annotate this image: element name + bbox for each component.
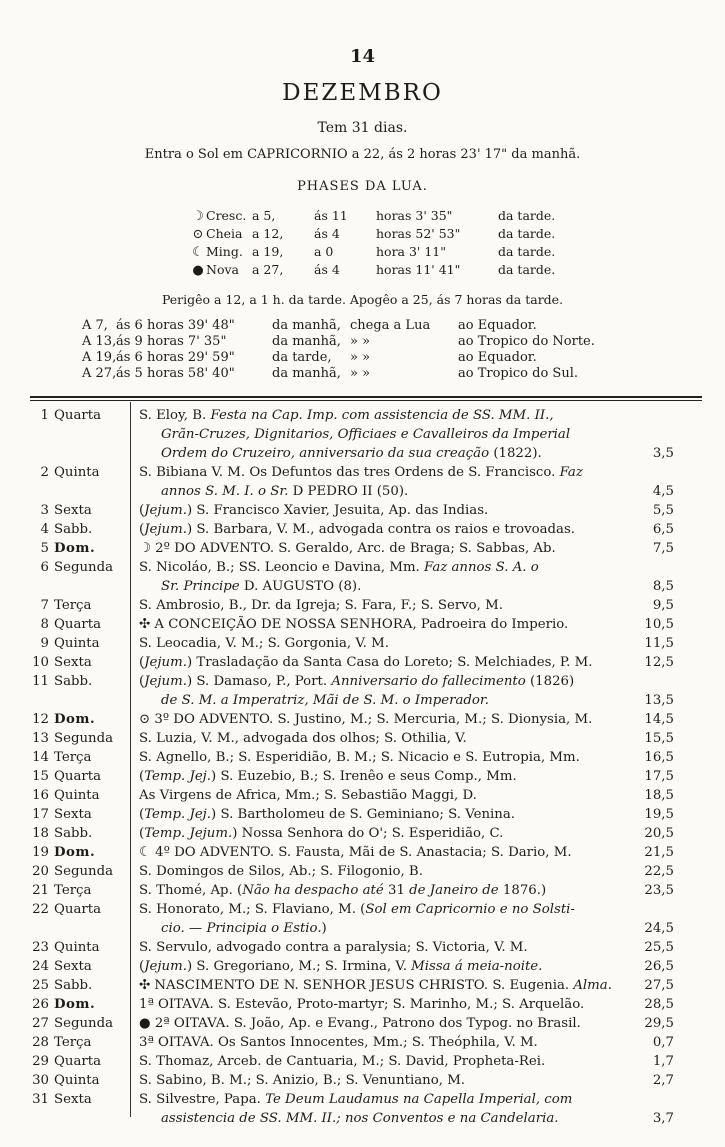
weekday: Sexta <box>54 655 92 670</box>
tide-number: 4,5 <box>652 484 674 499</box>
text-line: S. Bibiana V. M. Os Defuntos das tres Ordens de S. Francisco. Faz <box>139 465 583 480</box>
weekday: Segunda <box>54 864 114 879</box>
moon-phases-title: PHASES DA LUA. <box>297 179 428 194</box>
day-number: 5 <box>40 541 49 556</box>
weekday: Quarta <box>54 769 102 784</box>
weekday: Quarta <box>54 408 102 423</box>
transit-event: » » <box>350 334 371 349</box>
weekday: Segunda <box>54 1016 114 1031</box>
sun-entry-note: Entra o Sol em CAPRICORNIO a 22, ás 2 horas 23' 17" da manhã. <box>144 147 581 162</box>
tide-number: 17,5 <box>644 769 674 784</box>
perigee-apogee-note: Perigêo a 12, a 1 h. da tarde. Apogêo a 25, ás 7 horas da tarde. <box>161 292 564 307</box>
text-line: S. Servulo, advogado contra a paralysia; S. Victoria, V. M. <box>139 940 528 955</box>
weekday: Terça <box>54 883 92 898</box>
text-line: Ordem do Cruzeiro, anniversario da sua creação (1822). <box>161 446 542 461</box>
tide-number: 24,5 <box>644 921 674 936</box>
day-number: 21 <box>32 883 49 898</box>
phase-name: Nova <box>206 262 239 277</box>
day-number: 29 <box>32 1054 49 1069</box>
text-line: S. Eloy, B. Festa na Cap. Imp. com assistencia de SS. MM. II., <box>139 408 554 423</box>
weekday-column-divider <box>130 402 131 1117</box>
saints-text <box>139 843 631 862</box>
saints-text <box>139 862 631 881</box>
transit-time: ás 6 horas 39' 48" <box>116 318 235 333</box>
saints-text <box>139 672 631 710</box>
tide-number: 13,5 <box>644 693 674 708</box>
saints-text <box>139 406 631 463</box>
month-title: DEZEMBRO <box>282 80 443 106</box>
weekday: Sabb. <box>54 674 93 689</box>
phase-period: da tarde. <box>498 244 556 259</box>
text-line: (Jejum.) Trasladação da Santa Casa do Loreto; S. Melchiades, P. M. <box>139 655 593 670</box>
tide-number: 27,5 <box>644 978 674 993</box>
tide-number: 2,7 <box>652 1073 674 1088</box>
tide-number: 7,5 <box>652 541 674 556</box>
day-number: 23 <box>32 940 49 955</box>
day-number: 19 <box>32 845 49 860</box>
tide-number: 15,5 <box>644 731 674 746</box>
phase-date: a 19, <box>252 244 284 259</box>
tide-number: 14,5 <box>644 712 674 727</box>
text-line: S. Honorato, M.; S. Flaviano, M. (Sol em Capricornio e no Solsti- <box>139 902 575 917</box>
weekday: Quinta <box>54 636 100 651</box>
transit-date: A 19, <box>82 350 117 365</box>
tide-number: 0,7 <box>652 1035 674 1050</box>
phase-period: da tarde. <box>498 226 556 241</box>
tide-number: 3,5 <box>652 446 674 461</box>
text-line: S. Ambrosio, B., Dr. da Igreja; S. Fara, F.; S. Servo, M. <box>139 598 503 613</box>
transit-date: A 13, <box>82 334 117 349</box>
moon-phase-row <box>190 262 555 280</box>
saints-text <box>139 805 631 824</box>
text-line: S. Nicoláo, B.; SS. Leoncio e Davina, Mm. Faz annos S. A. o <box>139 560 539 575</box>
phase-hour: a 0 <box>314 244 334 259</box>
transit-place: ao Equador. <box>458 318 537 333</box>
text-line: ✣ NASCIMENTO DE N. SENHOR JESUS CHRISTO. S. Eugenia. Alma. <box>139 978 612 993</box>
saints-text <box>139 881 631 900</box>
day-number: 1 <box>40 408 49 423</box>
transit-event: » » <box>350 350 371 365</box>
saints-text <box>139 1033 631 1052</box>
day-number: 18 <box>32 826 49 841</box>
tide-number: 22,5 <box>644 864 674 879</box>
tide-number: 20,5 <box>644 826 674 841</box>
day-number: 11 <box>32 674 49 689</box>
day-number: 22 <box>32 902 49 917</box>
text-line: de S. M. a Imperatriz, Mãi de S. M. o Imperador. <box>161 693 490 708</box>
new-moon-icon: ● <box>192 263 204 278</box>
transit-place: ao Tropico do Norte. <box>458 334 595 349</box>
day-number: 9 <box>40 636 49 651</box>
saints-text <box>139 634 631 653</box>
weekday: Segunda <box>54 560 114 575</box>
phase-name: Cresc. <box>206 208 247 223</box>
transit-date: A 7, <box>82 318 108 333</box>
text-line: S. Thomé, Ap. (Não ha despacho até 31 de Janeiro de 1876.) <box>139 883 547 898</box>
day-number: 28 <box>32 1035 49 1050</box>
day-number: 13 <box>32 731 49 746</box>
text-line: ⊙ 3º DO ADVENTO. S. Justino, M.; S. Mercuria, M.; S. Dionysia, M. <box>139 712 593 727</box>
text-line: ☽ 2º DO ADVENTO. S. Geraldo, Arc. de Braga; S. Sabbas, Ab. <box>139 541 556 556</box>
text-line: ✣ A CONCEIÇÃO DE NOSSA SENHORA, Padroeira do Imperio. <box>139 617 569 632</box>
phase-period: da tarde. <box>498 262 556 277</box>
table-top-rule <box>30 396 702 398</box>
weekday: Sexta <box>54 503 92 518</box>
waning-moon-icon: ☾ <box>192 245 204 260</box>
transit-time: ás 9 horas 7' 35" <box>116 334 227 349</box>
day-number: 4 <box>40 522 49 537</box>
saints-text <box>139 786 631 805</box>
day-number: 31 <box>32 1092 49 1107</box>
phase-time: horas 3' 35" <box>376 208 453 223</box>
transit-period: da manhã, <box>272 366 341 381</box>
page-number: 14 <box>349 46 376 67</box>
text-line: S. Leocadia, V. M.; S. Gorgonia, V. M. <box>139 636 389 651</box>
weekday: Quinta <box>54 940 100 955</box>
tide-number: 9,5 <box>652 598 674 613</box>
phase-date: a 5, <box>252 208 276 223</box>
text-line: S. Luzia, V. M., advogada dos olhos; S. Othilia, V. <box>139 731 467 746</box>
tide-number: 6,5 <box>652 522 674 537</box>
transit-period: da manhã, <box>272 334 341 349</box>
transit-event: chega a Lua <box>350 318 431 333</box>
weekday: Terça <box>54 750 92 765</box>
day-number: 25 <box>32 978 49 993</box>
saints-text <box>139 900 631 938</box>
tide-number: 25,5 <box>644 940 674 955</box>
crescent-moon-icon: ☽ <box>192 209 204 224</box>
weekday: Terça <box>54 1035 92 1050</box>
day-number: 14 <box>32 750 49 765</box>
text-line: (Jejum.) S. Damaso, P., Port. Anniversario do fallecimento (1826) <box>139 674 575 689</box>
weekday: Quinta <box>54 1073 100 1088</box>
phase-date: a 12, <box>252 226 284 241</box>
tide-number: 5,5 <box>652 503 674 518</box>
text-line: Grãn-Cruzes, Dignitarios, Officiaes e Cavalleiros da Imperial <box>161 427 571 442</box>
text-line: assistencia de SS. MM. II.; nos Conventos e na Candelaria. <box>161 1111 559 1126</box>
day-number: 16 <box>32 788 49 803</box>
tide-number: 11,5 <box>644 636 674 651</box>
weekday: Sexta <box>54 1092 92 1107</box>
saints-text <box>139 1052 631 1071</box>
text-line: cio. — Principia o Estio.) <box>161 921 327 936</box>
text-line: S. Agnello, B.; S. Esperidião, B. M.; S. Nicacio e S. Eutropia, Mm. <box>139 750 580 765</box>
transit-period: da tarde, <box>272 350 332 365</box>
day-number: 20 <box>32 864 49 879</box>
weekday: Sabb. <box>54 522 93 537</box>
day-number: 7 <box>40 598 49 613</box>
saints-text <box>139 824 631 843</box>
tide-number: 18,5 <box>644 788 674 803</box>
weekday: Sabb. <box>54 978 93 993</box>
tide-number: 26,5 <box>644 959 674 974</box>
tide-number: 10,5 <box>644 617 674 632</box>
text-line: ● 2ª OITAVA. S. João, Ap. e Evang., Patrono dos Typog. no Brasil. <box>139 1016 581 1031</box>
saints-text <box>139 520 631 539</box>
weekday: Dom. <box>54 541 96 556</box>
moon-phase-row <box>190 208 555 226</box>
saints-text <box>139 463 631 501</box>
transit-time: ás 5 horas 58' 40" <box>116 366 235 381</box>
saints-text <box>139 539 631 558</box>
saints-text <box>139 1071 631 1090</box>
saints-text <box>139 976 631 995</box>
weekday: Dom. <box>54 712 96 727</box>
saints-text <box>139 957 631 976</box>
text-line: As Virgens de Africa, Mm.; S. Sebastião Maggi, D. <box>139 788 477 803</box>
saints-text <box>139 995 631 1014</box>
text-line: (Temp. Jej.) S. Bartholomeu de S. Geminiano; S. Venina. <box>139 807 515 822</box>
weekday: Sabb. <box>54 826 93 841</box>
transit-date: A 27, <box>82 366 117 381</box>
phase-name: Ming. <box>206 244 243 259</box>
text-line: (Jejum.) S. Barbara, V. M., advogada contra os raios e trovoadas. <box>139 522 576 537</box>
phase-time: horas 52' 53" <box>376 226 461 241</box>
weekday: Quinta <box>54 788 100 803</box>
saints-text <box>139 501 631 520</box>
text-line: ☾ 4º DO ADVENTO. S. Fausta, Mãi de S. Anastacia; S. Dario, M. <box>139 845 572 860</box>
saints-text <box>139 558 631 596</box>
day-number: 24 <box>32 959 49 974</box>
tide-number: 3,7 <box>652 1111 674 1126</box>
weekday: Dom. <box>54 845 96 860</box>
tide-number: 29,5 <box>644 1016 674 1031</box>
day-number: 17 <box>32 807 49 822</box>
phase-time: hora 3' 11" <box>376 244 446 259</box>
weekday: Quarta <box>54 1054 102 1069</box>
phase-name: Cheia <box>206 226 243 241</box>
weekday: Quarta <box>54 617 102 632</box>
saints-text <box>139 1090 631 1128</box>
day-number: 3 <box>40 503 49 518</box>
text-line: S. Sabino, B. M.; S. Anizio, B.; S. Venuntiano, M. <box>139 1073 466 1088</box>
tide-number: 8,5 <box>652 579 674 594</box>
weekday: Terça <box>54 598 92 613</box>
saints-text <box>139 938 631 957</box>
phase-hour: ás 11 <box>314 208 348 223</box>
tide-number: 1,7 <box>652 1054 674 1069</box>
day-number: 10 <box>32 655 49 670</box>
phase-time: horas 11' 41" <box>376 262 461 277</box>
saints-text <box>139 1014 631 1033</box>
day-number: 8 <box>40 617 49 632</box>
weekday: Sexta <box>54 959 92 974</box>
tide-number: 12,5 <box>644 655 674 670</box>
transit-place: ao Equador. <box>458 350 537 365</box>
day-number: 30 <box>32 1073 49 1088</box>
saints-text <box>139 615 631 634</box>
saints-text <box>139 653 631 672</box>
table-top-rule-thin <box>30 400 702 401</box>
text-line: Sr. Principe D. AUGUSTO (8). <box>161 579 362 594</box>
text-line: S. Domingos de Silos, Ab.; S. Filogonio, B. <box>139 864 423 879</box>
text-line: (Jejum.) S. Francisco Xavier, Jesuita, Ap. das Indias. <box>139 503 489 518</box>
text-line: S. Silvestre, Papa. Te Deum Laudamus na Capella Imperial, com <box>139 1092 573 1107</box>
day-number: 27 <box>32 1016 49 1031</box>
phase-date: a 27, <box>252 262 284 277</box>
text-line: 1ª OITAVA. S. Estevão, Proto-martyr; S. Marinho, M.; S. Arquelão. <box>139 997 585 1012</box>
day-number: 15 <box>32 769 49 784</box>
days-count: Tem 31 dias. <box>317 120 408 136</box>
weekday: Quarta <box>54 902 102 917</box>
day-number: 26 <box>32 997 49 1012</box>
text-line: (Temp. Jejum.) Nossa Senhora do O'; S. Esperidião, C. <box>139 826 504 841</box>
weekday: Quinta <box>54 465 100 480</box>
transit-time: ás 6 horas 29' 59" <box>116 350 235 365</box>
text-line: annos S. M. I. o Sr. D PEDRO II (50). <box>161 484 409 499</box>
saints-text <box>139 748 631 767</box>
phase-hour: ás 4 <box>314 262 340 277</box>
saints-text <box>139 710 631 729</box>
weekday: Sexta <box>54 807 92 822</box>
tide-number: 21,5 <box>644 845 674 860</box>
day-number: 2 <box>40 465 49 480</box>
phase-period: da tarde. <box>498 208 556 223</box>
tide-number: 23,5 <box>644 883 674 898</box>
text-line: (Temp. Jej.) S. Euzebio, B.; S. Irenêo e seus Comp., Mm. <box>139 769 517 784</box>
phase-hour: ás 4 <box>314 226 340 241</box>
moon-phase-row <box>190 226 555 244</box>
text-line: (Jejum.) S. Gregoriano, M.; S. Irmina, V. Missa á meia-noite. <box>139 959 543 974</box>
text-line: S. Thomaz, Arceb. de Cantuaria, M.; S. David, Propheta-Rei. <box>139 1054 546 1069</box>
saints-text <box>139 596 631 615</box>
saints-text <box>139 729 631 748</box>
transit-period: da manhã, <box>272 318 341 333</box>
tide-number: 16,5 <box>644 750 674 765</box>
transit-event: » » <box>350 366 371 381</box>
day-number: 6 <box>40 560 49 575</box>
transit-place: ao Tropico do Sul. <box>458 366 578 381</box>
day-number: 12 <box>32 712 49 727</box>
moon-phase-row <box>190 244 555 262</box>
weekday: Dom. <box>54 997 96 1012</box>
saints-text <box>139 767 631 786</box>
weekday: Segunda <box>54 731 114 746</box>
text-line: 3ª OITAVA. Os Santos Innocentes, Mm.; S. Theóphila, V. M. <box>139 1035 538 1050</box>
full-moon-icon: ⊙ <box>192 227 204 242</box>
tide-number: 19,5 <box>644 807 674 822</box>
tide-number: 28,5 <box>644 997 674 1012</box>
